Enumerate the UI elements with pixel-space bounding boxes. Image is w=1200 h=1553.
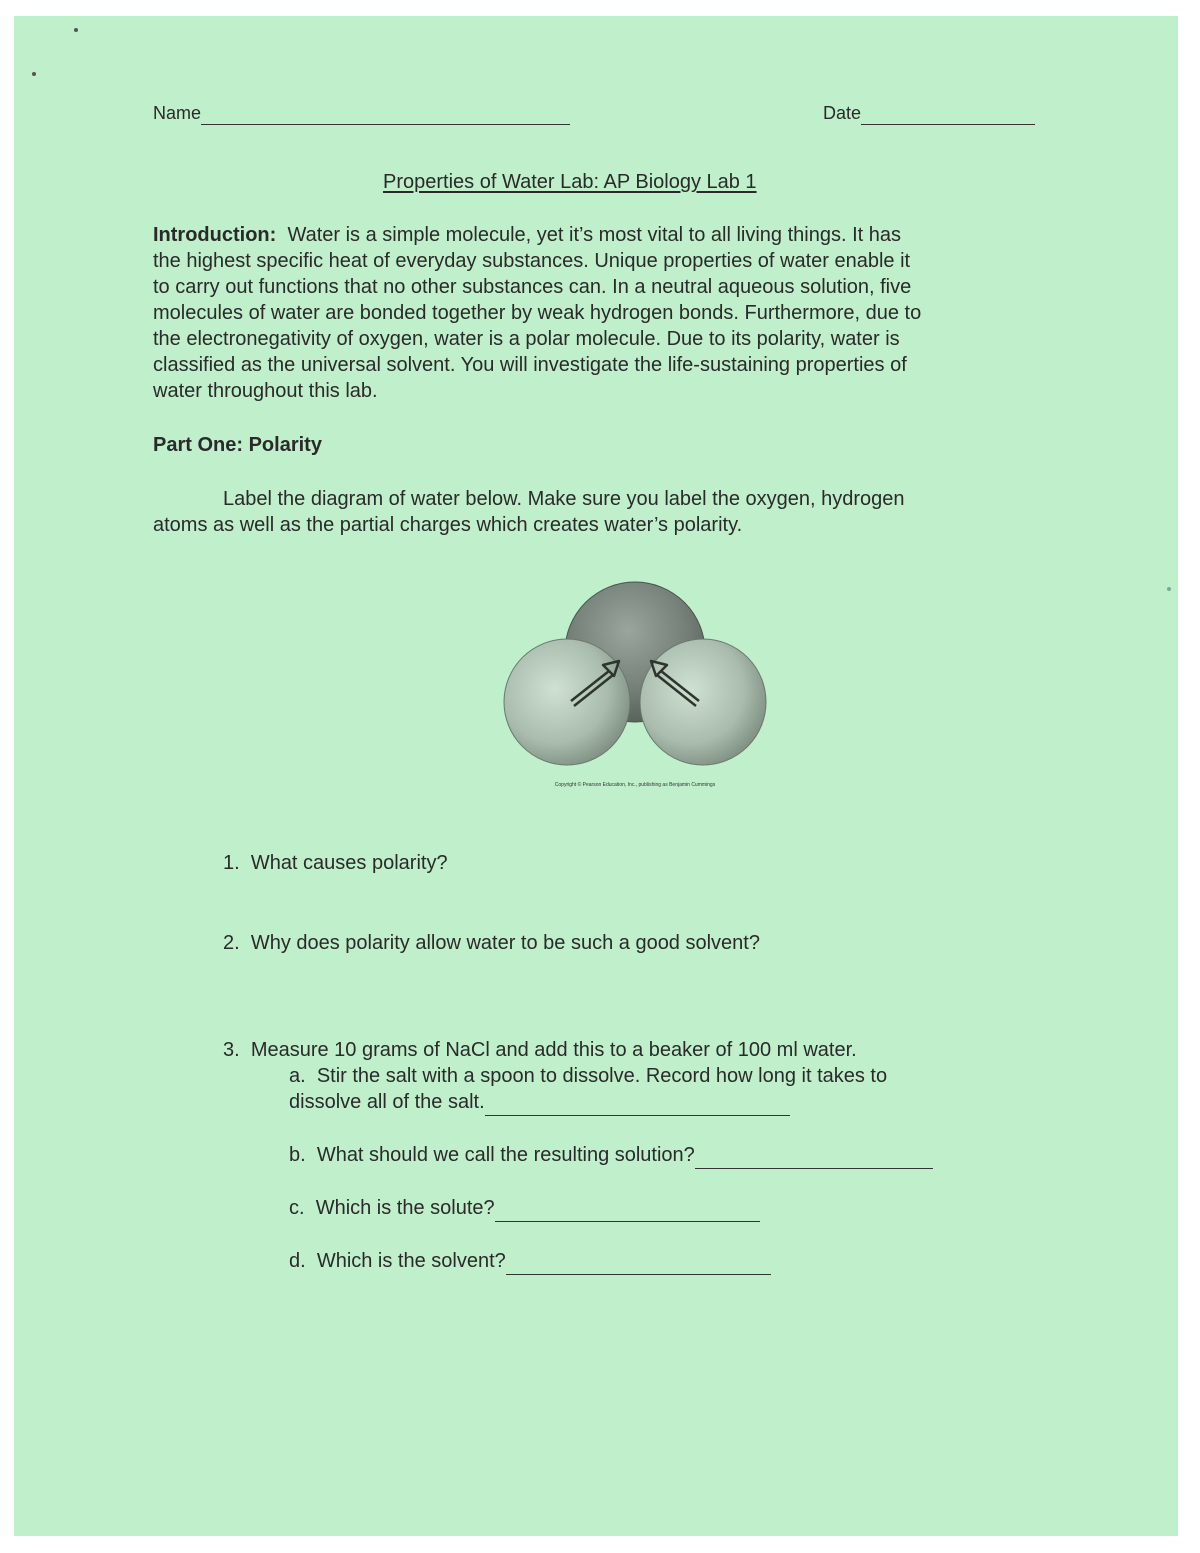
subquestion-letter: a.: [289, 1065, 306, 1087]
intro-line: Introduction: Water is a simple molecule, yet it’s most vital to all living things. It has: [153, 224, 902, 246]
question-number: 1.: [223, 852, 240, 874]
introduction-paragraph: [153, 222, 921, 404]
part-one-heading: Part One: Polarity: [153, 434, 322, 456]
question-2: [223, 930, 760, 956]
part-one-instruction-line: Label the diagram of water below. Make sure you label the oxygen, hydrogen: [223, 488, 905, 510]
intro-line: the electronegativity of oxygen, water is a polar molecule. Due to its polarity, water is: [153, 328, 900, 350]
answer-blank-d[interactable]: [506, 1248, 771, 1275]
hydrogen-atom-right: [640, 639, 766, 765]
subquestion-text: Which is the solvent?: [316, 1250, 506, 1272]
intro-line: water throughout this lab.: [153, 380, 378, 402]
figure-caption: Copyright © Pearson Education, Inc., publishing as Benjamin Cummings: [554, 782, 716, 788]
subquestion-text: What should we call the resulting solution?: [316, 1144, 695, 1166]
question-text: Measure 10 grams of NaCl and add this to a beaker of 100 ml water.: [250, 1039, 857, 1061]
question-text: What causes polarity?: [250, 852, 448, 874]
scan-speck: [1167, 587, 1171, 591]
intro-line: the highest specific heat of everyday substances. Unique properties of water enable it: [153, 250, 911, 272]
question-1: [223, 850, 448, 876]
water-molecule-diagram: [495, 575, 775, 795]
subquestion-letter: d.: [289, 1250, 306, 1272]
scan-speck: [32, 72, 36, 76]
subquestion-letter: c.: [289, 1197, 305, 1219]
name-blank[interactable]: [201, 103, 570, 125]
intro-line: to carry out functions that no other substances can. In a neutral aqueous solution, five: [153, 276, 912, 298]
subquestion-text: Stir the salt with a spoon to dissolve. Record how long it takes to: [316, 1065, 888, 1087]
subquestion-c: [289, 1195, 760, 1222]
date-field: [823, 103, 1035, 125]
subquestion-text: Which is the solute?: [315, 1197, 495, 1219]
question-text: Why does polarity allow water to be such a good solvent?: [250, 932, 760, 954]
date-label: Date: [823, 103, 862, 123]
answer-blank-a[interactable]: [485, 1089, 790, 1116]
answer-blank-c[interactable]: [495, 1195, 760, 1222]
name-field: [153, 103, 570, 125]
subquestion-b: [289, 1142, 933, 1169]
subquestion-letter: b.: [289, 1144, 306, 1166]
page-title: Properties of Water Lab: AP Biology Lab 1: [383, 171, 757, 193]
date-blank[interactable]: [861, 103, 1035, 125]
question-3: [223, 1037, 857, 1063]
part-one-instruction-line: atoms as well as the partial charges which creates water’s polarity.: [153, 514, 743, 536]
question-number: 2.: [223, 932, 240, 954]
name-label: Name: [153, 103, 202, 123]
subquestion-a: [289, 1063, 887, 1116]
answer-blank-b[interactable]: [695, 1142, 933, 1169]
intro-line: molecules of water are bonded together by weak hydrogen bonds. Furthermore, due to: [153, 302, 922, 324]
intro-line: classified as the universal solvent. You will investigate the life-sustaining properties of: [153, 354, 907, 376]
subquestion-d: [289, 1248, 771, 1275]
subquestion-continuation: dissolve all of the salt.: [289, 1091, 485, 1113]
hydrogen-atom-left: [504, 639, 630, 765]
question-number: 3.: [223, 1039, 240, 1061]
scan-speck: [74, 28, 78, 32]
intro-label: Introduction:: [153, 224, 277, 246]
